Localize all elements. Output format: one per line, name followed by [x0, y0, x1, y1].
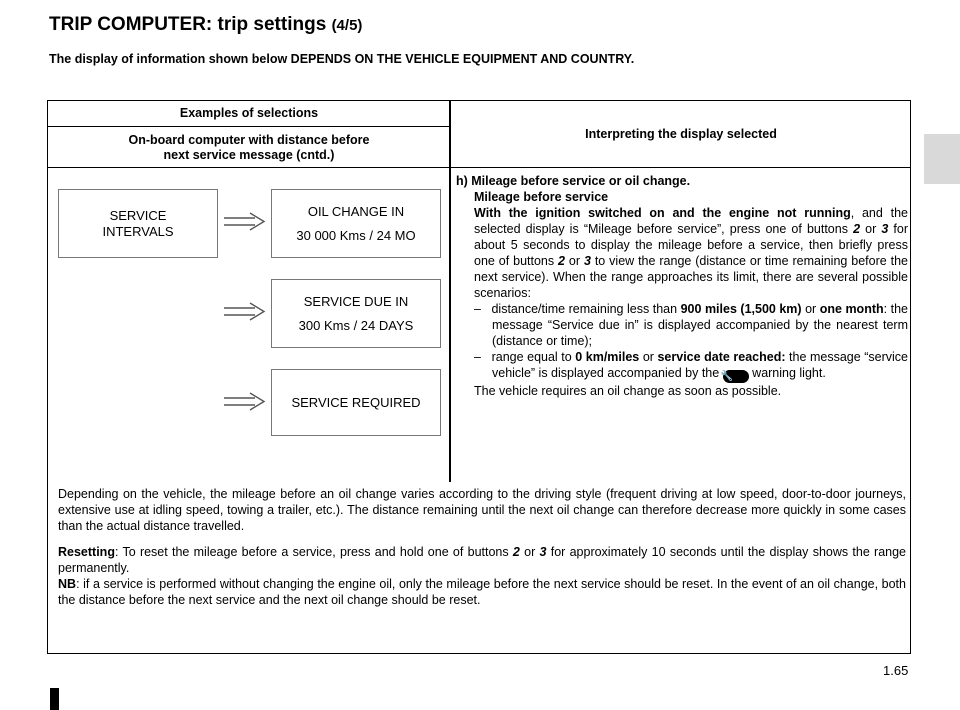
- scenario-item: – distance/time remaining less than 900 miles (1,500 km) or one month: the message “Service due in” is displayed accompanied by the nearest term (distance or time);: [474, 302, 908, 348]
- double-arrow-icon: [222, 211, 268, 233]
- body-column-divider: [449, 167, 451, 482]
- title-main: TRIP COMPUTER: trip settings: [49, 14, 332, 35]
- scenario-item: – range equal to 0 km/miles or service date reached: the message “service vehicle” is displayed accompanied by the 🔧 warning light.: [474, 350, 909, 382]
- header-bottom-divider: [48, 167, 910, 168]
- double-arrow-icon: [222, 301, 268, 323]
- wrench-warning-icon: 🔧: [723, 370, 749, 383]
- header-onboard-computer: On-board computer with distance before next service message (cntd.): [128, 133, 370, 162]
- page-title: [49, 14, 362, 36]
- service-required-display: SERVICE REQUIRED: [271, 369, 441, 436]
- service-intervals-display: SERVICE INTERVALS: [58, 189, 218, 258]
- equipment-notice: The display of information shown below DEPENDS ON THE VEHICLE EQUIPMENT AND COUNTRY.: [49, 52, 635, 66]
- nb-paragraph: NB: if a service is performed without changing the engine oil, only the mileage before the next service should be reset. In the event of an oil change, both the distance before the next service and the next oil change should be reset.: [58, 577, 906, 607]
- oil-change-display: OIL CHANGE IN 30 000 Kms / 24 MO: [271, 189, 441, 258]
- title-page-indicator: (4/5): [331, 17, 363, 34]
- header-examples: Examples of selections: [179, 106, 319, 120]
- section-tab: [924, 134, 960, 184]
- mileage-description: [456, 173, 908, 399]
- settings-table: [47, 100, 911, 654]
- page-number: 1.65: [883, 663, 909, 678]
- description-paragraph: With the ignition switched on and the engine not running, and the selected display is “Mileage before service”, press one of buttons 2 or 3 for about 5 seconds to display the mileage before a service, then briefly press one of buttons 2 or 3 to view the range (distance or time remaining before the next service). When the range approaches its limit, there are several possible scenarios:: [474, 206, 909, 300]
- double-arrow-icon: [222, 391, 268, 413]
- mileage-variation-paragraph: Depending on the vehicle, the mileage before an oil change varies according to the driving style (frequent driving at low speed, door-to-door journeys, extensive use at idling speed, towing a trailer, etc.). The distance remaining until the next oil change can therefore decrease more quickly in some cases than the actual distance travelled.: [58, 487, 906, 533]
- service-due-display: SERVICE DUE IN 300 Kms / 24 DAYS: [271, 279, 441, 348]
- crop-mark: [50, 688, 59, 710]
- resetting-paragraph: Resetting: To reset the mileage before a service, press and hold one of buttons 2 or 3 for approximately 10 seconds until the display shows the range permanently.: [58, 545, 907, 575]
- description-subheading: Mileage before service: [474, 190, 609, 204]
- description-closing: The vehicle requires an oil change as soon as possible.: [474, 384, 782, 398]
- header-divider: [48, 126, 450, 127]
- header-interpreting: Interpreting the display selected: [585, 127, 777, 141]
- description-heading: h) Mileage before service or oil change.: [456, 174, 691, 188]
